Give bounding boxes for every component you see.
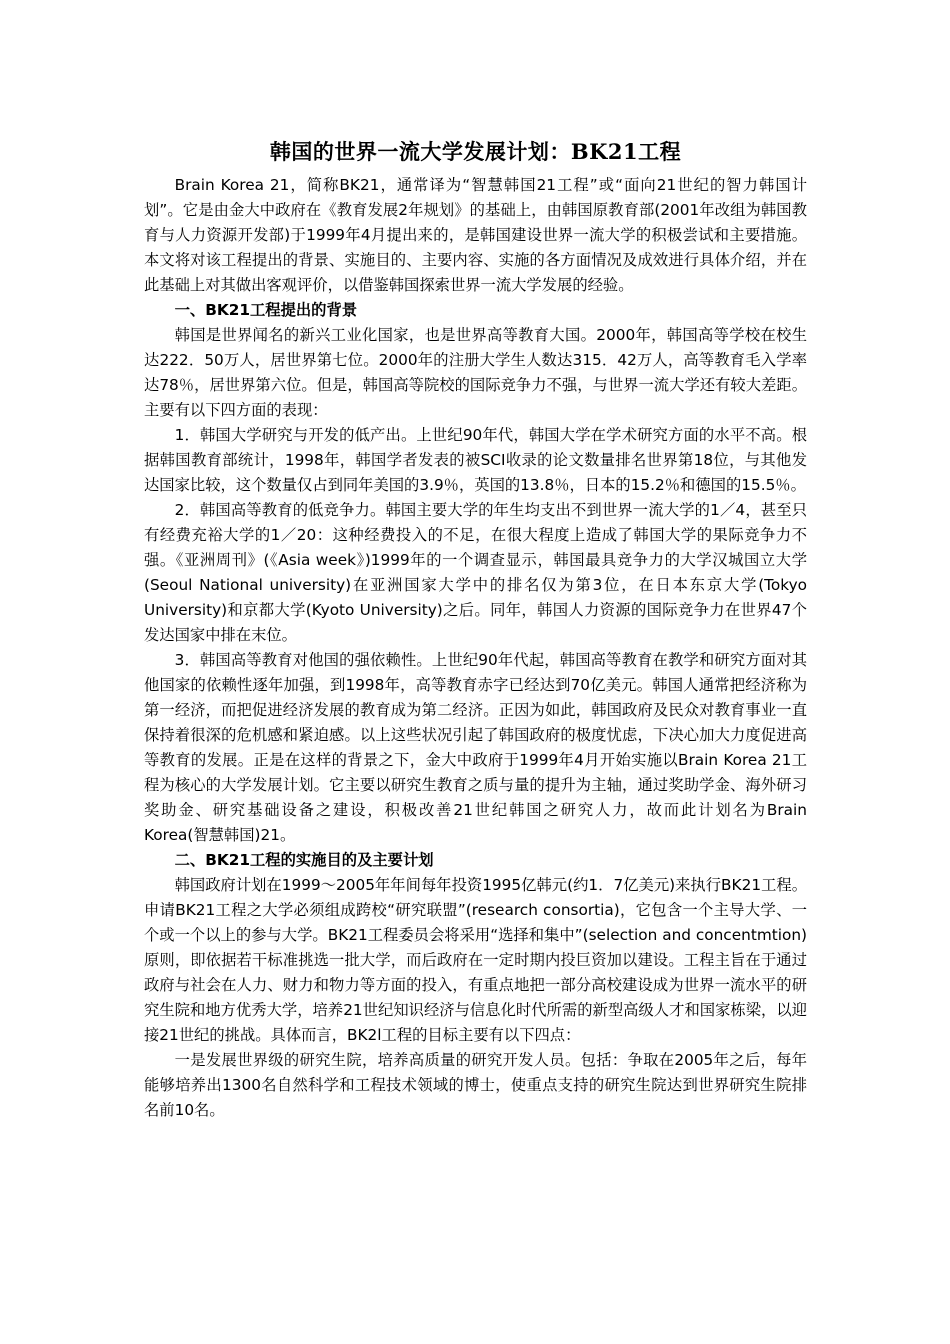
body-paragraph: 2．韩国高等教育的低竞争力。韩国主要大学的年生均支出不到世界一流大学的1／4，甚至只有经费充裕大学的1／20：这种经费投入的不足，在很大程度上造成了韩国大学的果际竞争力不强。《亚洲周刊》(《Asia week》)1999年的一个调查显示，韩国最具竞争力的大学汉城国立大学(Seoul National university)在亚洲国家大学中的排名仅为第3位，在日本东京大学(Tokyo University)和京都大学(Kyoto University)之后。同年，韩国人力资源的国际竞争力在世界47个发达国家中排在末位。 (144, 501, 807, 644)
body-paragraph: 韩国是世界闻名的新兴工业化国家，也是世界高等教育大国。2000年，韩国高等学校在校生达222．50万人，居世界第七位。2000年的注册大学生人数达315．42万人，高等教育毛入学率达78％，居世界第六位。但是，韩国高等院校的国际竞争力不强，与世界一流大学还有较大差距。主要有以下四方面的表现： (144, 326, 807, 419)
document-page (144, 133, 807, 1123)
body-paragraph: 一是发展世界级的研究生院，培养高质量的研究开发人员。包括：争取在2005年之后，每年能够培养出1300名自然科学和工程技术领域的博士，使重点支持的研究生院达到世界研究生院排名前10名。 (144, 1051, 807, 1119)
document-body (144, 173, 807, 1123)
body-paragraph: 3．韩国高等教育对他国的强依赖性。上世纪90年代起，韩国高等教育在教学和研究方面对其他国家的依赖性逐年加强，到1998年，高等教育赤字已经达到70亿美元。韩国人通常把经济称为第一经济，而把促进经济发展的教育成为第二经济。正因为如此，韩国政府及民众对教育事业一直保持着很深的危机感和紧迫感。以上这些状况引起了韩国政府的极度忧虑，下决心加大力度促进高等教育的发展。正是在这样的背景之下，金大中政府于1999年4月开始实施以Brain Korea 21工程为核心的大学发展计划。它主要以研究生教育之质与量的提升为主轴，通过奖助学金、海外研习奖助金、研究基础设备之建设，积极改善21世纪韩国之研究人力，故而此计划名为Brain Korea(智慧韩国)21。 (144, 651, 807, 844)
section-heading-background: 一、BK21工程提出的背景 (174, 301, 358, 319)
section-heading-goals: 二、BK21工程的实施目的及主要计划 (174, 851, 434, 869)
body-paragraph: 1．韩国大学研究与开发的低产出。上世纪90年代，韩国大学在学术研究方面的水平不高。根据韩国教育部统计，1998年，韩国学者发表的被SCI收录的论文数量排名世界第18位，与其他发达国家比较，这个数量仅占到同年美国的3.9％，英国的13.8％，日本的15.2％和德国的15.5％。 (144, 426, 807, 494)
document-title: 韩国的世界一流大学发展计划：BK21工程 (269, 139, 682, 164)
intro-paragraph: Brain Korea 21，简称BK21，通常译为“智慧韩国21工程”或“面向21世纪的智力韩国计划”。它是由金大中政府在《教育发展2年规划》的基础上，由韩国原教育部(2001年改组为韩国教育与人力资源开发部)于1999年4月提出来的，是韩国建设世界一流大学的积极尝试和主要措施。本文将对该工程提出的背景、实施目的、主要内容、实施的各方面情况及成效进行具体介绍，并在此基础上对其做出客观评价，以借鉴韩国探索世界一流大学发展的经验。 (144, 176, 807, 294)
body-paragraph: 韩国政府计划在1999～2005年年间每年投资1995亿韩元(约1．7亿美元)来执行BK21工程。申请BK21工程之大学必须组成跨校“研究联盟”(research consortia)，它包含一个主导大学、一个或一个以上的参与大学。BK21工程委员会将采用“选择和集中”(selection and concentmtion)原则，即依据若干标准挑选一批大学，而后政府在一定时期内投巨资加以建设。工程主旨在于通过政府与社会在人力、财力和物力等方面的投入，有重点地把一部分高校建设成为世界一流水平的研究生院和地方优秀大学，培养21世纪知识经济与信息化时代所需的新型高级人才和国家栋梁，以迎接21世纪的挑战。具体而言，BK2l工程的目标主要有以下四点： (144, 876, 807, 1044)
